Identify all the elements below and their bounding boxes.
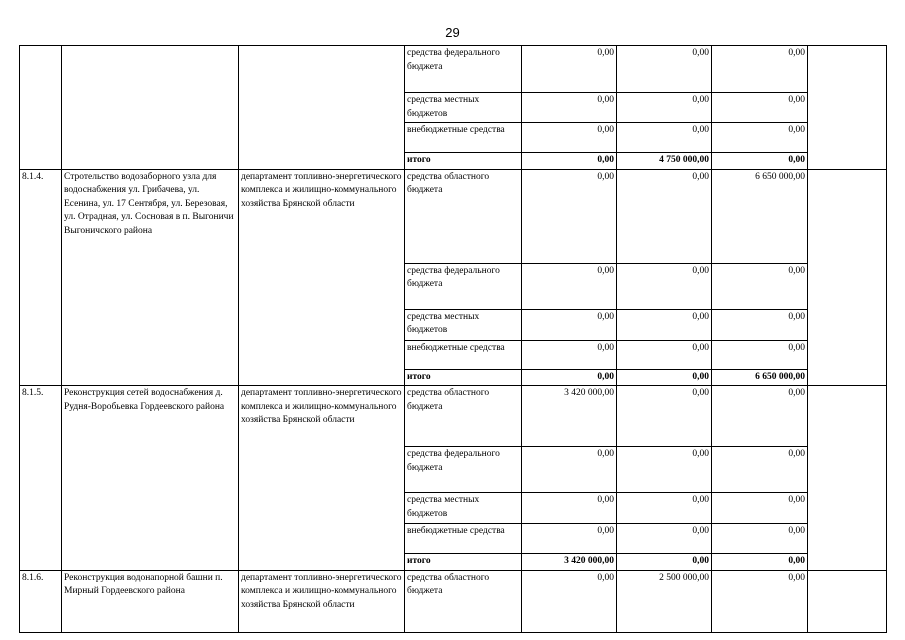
total-col2: 4 750 000,00 bbox=[617, 153, 712, 170]
value-col1: 0,00 bbox=[522, 93, 617, 123]
total-col3: 0,00 bbox=[712, 153, 808, 170]
value-col1: 0,00 bbox=[522, 524, 617, 554]
row-name: Реконструкция сетей водоснабжения д. Рудня-Воробьевка Гордеевского района bbox=[62, 386, 239, 571]
value-col1: 0,00 bbox=[522, 263, 617, 309]
value-col2: 0,00 bbox=[617, 263, 712, 309]
value-col2: 0,00 bbox=[617, 386, 712, 447]
value-col3: 0,00 bbox=[712, 386, 808, 447]
value-col1: 0,00 bbox=[522, 123, 617, 153]
funding-source: средства местных бюджетов bbox=[405, 309, 522, 340]
funding-source: внебюджетные средства bbox=[405, 524, 522, 554]
value-col1: 0,00 bbox=[522, 46, 617, 93]
row-name: Стротельство водозаборного узла для водоснабжения ул. Грибачева, ул. Есенина, ул. 17 Сентября, ул. Березовая, ул. Отрадная, ул. Сосновая в п. Выгоничи Выгоничского района bbox=[62, 169, 239, 386]
table-row bbox=[20, 570, 887, 632]
total-col1: 3 420 000,00 bbox=[522, 554, 617, 571]
value-col1: 0,00 bbox=[522, 493, 617, 524]
value-col2: 0,00 bbox=[617, 46, 712, 93]
total-label: итого bbox=[405, 369, 522, 386]
funding-source: средства местных бюджетов bbox=[405, 493, 522, 524]
row-executor: департамент топливно-энергетического комплекса и жилищно-коммунального хозяйства Брянской области bbox=[239, 570, 405, 632]
value-col3: 0,00 bbox=[712, 123, 808, 153]
total-label: итого bbox=[405, 554, 522, 571]
value-col3: 6 650 000,00 bbox=[712, 169, 808, 263]
value-col2: 0,00 bbox=[617, 123, 712, 153]
value-col2: 0,00 bbox=[617, 93, 712, 123]
empty-cell bbox=[808, 570, 887, 632]
value-col2: 0,00 bbox=[617, 169, 712, 263]
table-row bbox=[20, 386, 887, 447]
funding-source: средства областного бюджета bbox=[405, 169, 522, 263]
page-number: 29 bbox=[445, 25, 460, 40]
value-col2: 0,00 bbox=[617, 493, 712, 524]
funding-source: средства федерального бюджета bbox=[405, 447, 522, 493]
empty-cell bbox=[808, 386, 887, 571]
row-name: Реконструкция водонапорной башни п. Мирный Гордеевского района bbox=[62, 570, 239, 632]
value-col2: 0,00 bbox=[617, 340, 712, 369]
value-col3: 0,00 bbox=[712, 309, 808, 340]
value-col1: 0,00 bbox=[522, 570, 617, 632]
funding-source: внебюджетные средства bbox=[405, 123, 522, 153]
row-executor: департамент топливно-энергетического комплекса и жилищно-коммунального хозяйства Брянской области bbox=[239, 169, 405, 386]
row-name bbox=[62, 46, 239, 170]
total-col1: 0,00 bbox=[522, 369, 617, 386]
value-col2: 0,00 bbox=[617, 524, 712, 554]
total-label: итого bbox=[405, 153, 522, 170]
value-col1: 0,00 bbox=[522, 309, 617, 340]
value-col2: 0,00 bbox=[617, 309, 712, 340]
table-row bbox=[20, 169, 887, 263]
budget-table bbox=[19, 45, 887, 633]
row-code bbox=[20, 46, 62, 170]
value-col3: 0,00 bbox=[712, 93, 808, 123]
value-col3: 0,00 bbox=[712, 340, 808, 369]
row-code: 8.1.6. bbox=[20, 570, 62, 632]
funding-source: внебюджетные средства bbox=[405, 340, 522, 369]
total-col2: 0,00 bbox=[617, 369, 712, 386]
value-col1: 3 420 000,00 bbox=[522, 386, 617, 447]
value-col3: 0,00 bbox=[712, 46, 808, 93]
total-col1: 0,00 bbox=[522, 153, 617, 170]
value-col2: 0,00 bbox=[617, 447, 712, 493]
value-col1: 0,00 bbox=[522, 447, 617, 493]
empty-cell bbox=[808, 169, 887, 386]
value-col1: 0,00 bbox=[522, 169, 617, 263]
value-col1: 0,00 bbox=[522, 340, 617, 369]
row-executor: департамент топливно-энергетического комплекса и жилищно-коммунального хозяйства Брянской области bbox=[239, 386, 405, 571]
empty-cell bbox=[808, 46, 887, 170]
total-col3: 6 650 000,00 bbox=[712, 369, 808, 386]
row-code: 8.1.5. bbox=[20, 386, 62, 571]
value-col2: 2 500 000,00 bbox=[617, 570, 712, 632]
total-col2: 0,00 bbox=[617, 554, 712, 571]
funding-source: средства федерального бюджета bbox=[405, 46, 522, 93]
funding-source: средства местных бюджетов bbox=[405, 93, 522, 123]
table-row bbox=[20, 46, 887, 93]
funding-source: средства областного бюджета bbox=[405, 386, 522, 447]
funding-source: средства федерального бюджета bbox=[405, 263, 522, 309]
row-executor bbox=[239, 46, 405, 170]
value-col3: 0,00 bbox=[712, 447, 808, 493]
funding-source: средства областного бюджета bbox=[405, 570, 522, 632]
value-col3: 0,00 bbox=[712, 570, 808, 632]
row-code: 8.1.4. bbox=[20, 169, 62, 386]
value-col3: 0,00 bbox=[712, 493, 808, 524]
total-col3: 0,00 bbox=[712, 554, 808, 571]
value-col3: 0,00 bbox=[712, 263, 808, 309]
value-col3: 0,00 bbox=[712, 524, 808, 554]
